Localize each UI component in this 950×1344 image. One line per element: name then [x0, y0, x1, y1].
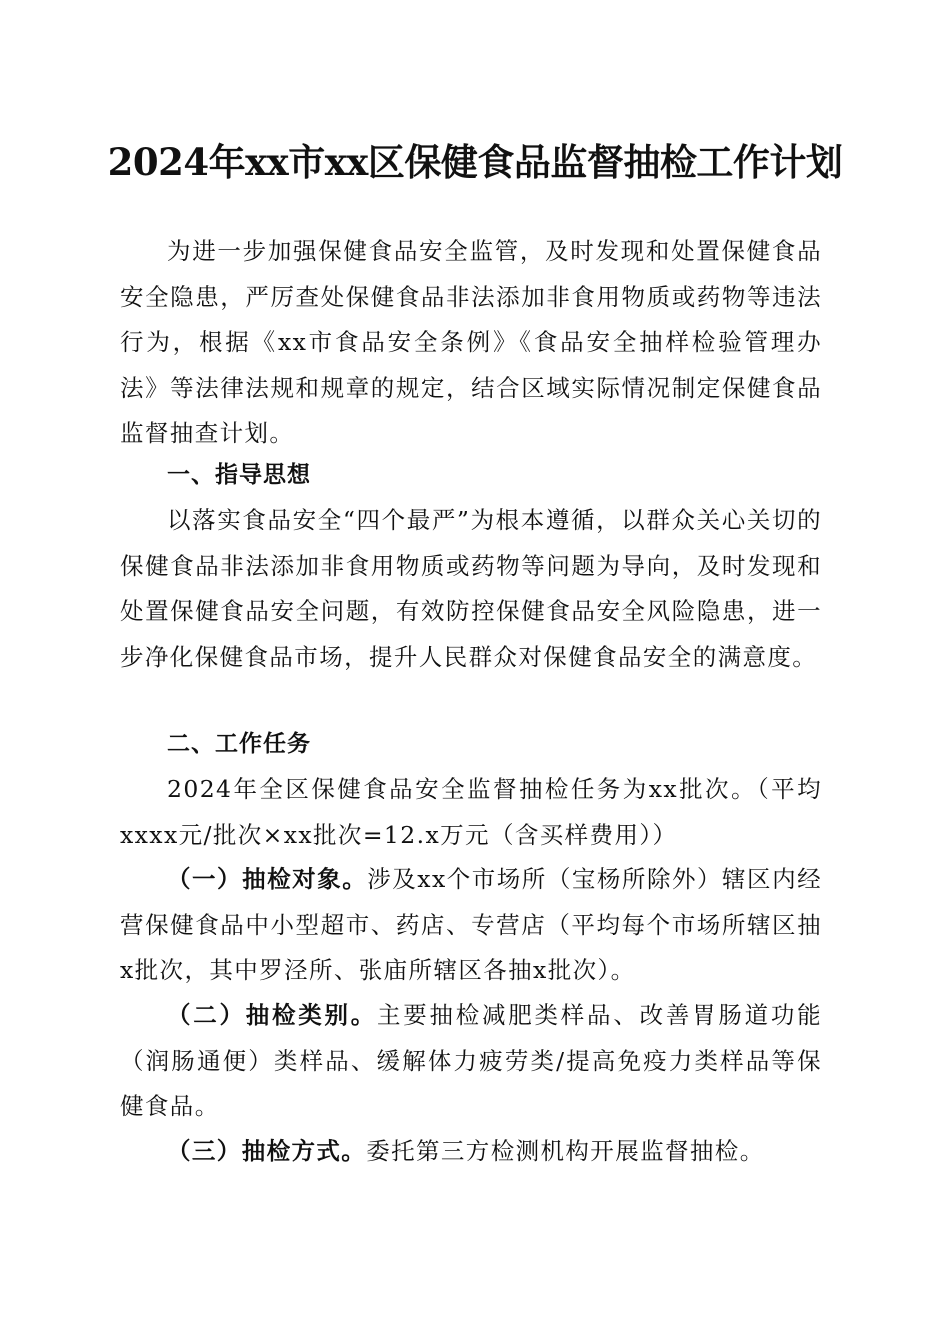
task-item-text: 涉及xx个市场所（宝杨所除外）辖区内经营保健食品中小型超市、药店、专营店（平均每个市场所辖区抽x批次，其中罗泾所、张庙所辖区各抽x批次）。 — [120, 865, 823, 984]
task-item-lead: （二）抽检类别。 — [167, 1001, 378, 1029]
task-item-inspection-categories — [120, 993, 822, 1130]
guiding-ideology-paragraph: 以落实食品安全“四个最严”为根本遵循，以群众关心关切的保健食品非法添加非食用物质或药物等问题为导向，及时发现和处置保健食品安全问题，有效防控保健食品安全风险隐患，进一步净化保健食品市场，提升人民群众对保健食品安全的满意度。 — [120, 506, 822, 671]
intro-paragraph: 为进一步加强保健食品安全监管，及时发现和处置保健食品安全隐患，严厉查处保健食品非法添加非食用物质或药物等违法行为，根据《xx市食品安全条例》《食品安全抽样检验管理办法》等法律法规和规章的规定，结合区域实际情况制定保健食品监督抽查计划。 — [120, 237, 822, 447]
document-title: 2024年xx市xx区保健食品监督抽检工作计划 — [107, 140, 843, 184]
section-heading-guiding-ideology: 一、指导思想 — [167, 462, 311, 488]
task-item-inspection-method — [120, 1129, 822, 1175]
section-heading-work-tasks: 二、工作任务 — [167, 731, 311, 757]
task-item-lead: （三）抽检方式。 — [167, 1137, 367, 1165]
task-item-lead: （一）抽检对象。 — [167, 865, 368, 893]
work-tasks-paragraph: 2024年全区保健食品安全监督抽检任务为xx批次。（平均xxxx元/批次×xx批次=12.x万元（含买样费用）） — [120, 775, 822, 849]
task-item-text: 主要抽检减肥类样品、改善胃肠道功能（润肠通便）类样品、缓解体力疲劳类/提高免疫力类样品等保健食品。 — [120, 1001, 822, 1120]
task-item-text: 委托第三方检测机构开展监督抽检。 — [366, 1137, 765, 1165]
task-item-inspection-targets — [120, 857, 822, 994]
